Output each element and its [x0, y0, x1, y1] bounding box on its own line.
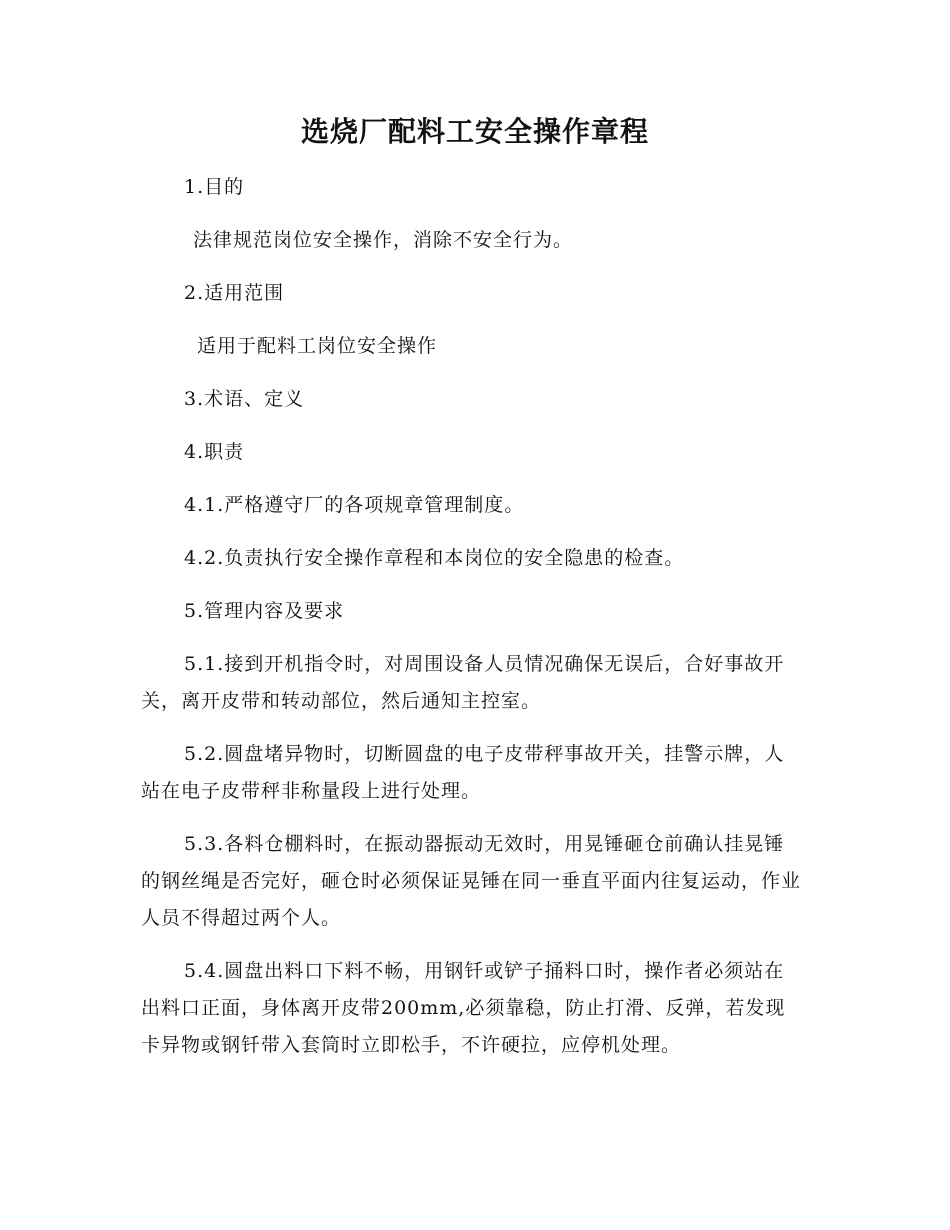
section-heading-management: 5.管理内容及要求: [184, 600, 345, 622]
requirement-5-3: 5.3.各料仓棚料时，在振动器振动无效时，用晃锤砸仓前确认挂晃锤的钢丝绳是否完好，砸仓时必须保证晃锤在同一垂直平面内往复运动，作业人员不得超过两个人。: [141, 833, 802, 929]
document-body: [141, 169, 801, 1064]
section-heading-terms: 3.术语、定义: [184, 388, 305, 410]
section-heading-scope: 2.适用范围: [184, 282, 285, 304]
section-heading-purpose: 1.目的: [184, 176, 245, 198]
requirement-5-4: 5.4.圆盘出料口下料不畅，用钢钎或铲子捅料口时，操作者必须站在出料口正面，身体离开皮带200mm,必须靠稳，防止打滑、反弹，若发现卡异物或钢钎带入套筒时立即松手，不许硬拉，应停机处理。: [141, 960, 786, 1056]
requirement-5-1: 5.1.接到开机指令时，对周围设备人员情况确保无误后，合好事故开关，离开皮带和转动部位，然后通知主控室。: [141, 653, 785, 712]
section-heading-duties: 4.职责: [184, 441, 245, 463]
duty-item-4-2: 4.2.负责执行安全操作章程和本岗位的安全隐患的检查。: [184, 547, 685, 569]
requirement-5-2: 5.2.圆盘堵异物时，切断圆盘的电子皮带秤事故开关，挂警示牌，人站在电子皮带秤非称量段上进行处理。: [141, 743, 785, 802]
scope-text: 适用于配料工岗位安全操作: [197, 335, 438, 357]
duty-item-4-1: 4.1.严格遵守厂的各项规章管理制度。: [184, 494, 525, 516]
purpose-text: 法律规范岗位安全操作，消除不安全行为。: [193, 229, 574, 251]
document-title: 选烧厂配料工安全操作章程: [300, 115, 649, 148]
